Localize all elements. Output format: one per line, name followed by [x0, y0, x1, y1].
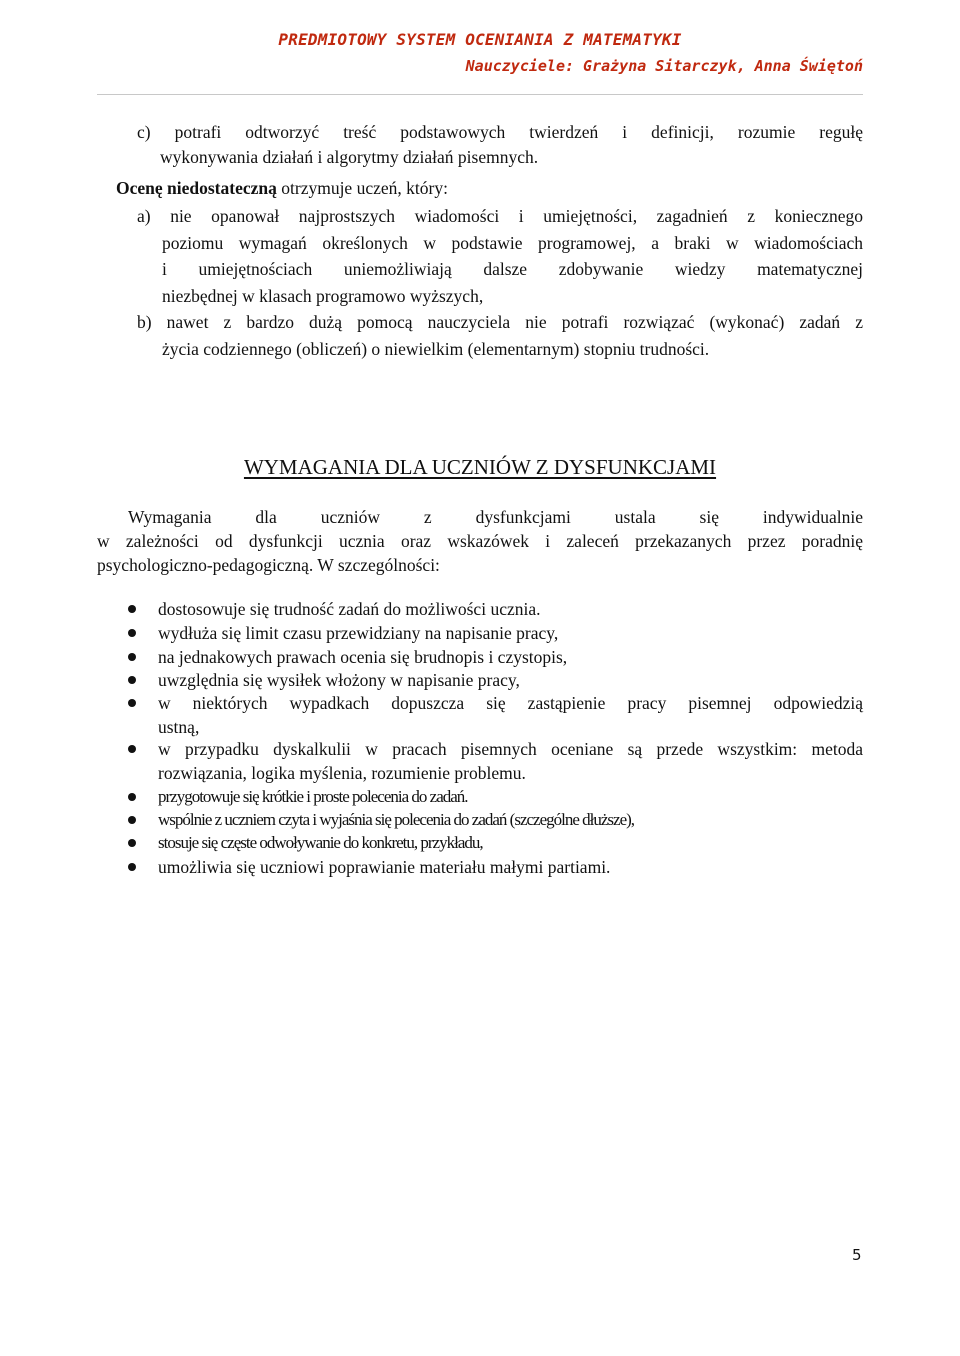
section-heading: WYMAGANIA DLA UCZNIÓW Z DYSFUNKCJAMI [243, 455, 717, 479]
criterion-a-line-2: poziomu wymagań określonych w podstawie programowej, a braki w wiadomościach [162, 233, 863, 253]
insufficient-grade-lead [116, 177, 448, 199]
paragraph-c-line-1: c) potrafi odtworzyć treść podstawowych twierdzeń i definicji, rozumie regułę [137, 122, 863, 142]
intro-line-1: Wymagania dla uczniów z dysfunkcjami ustala się indywidualnie [128, 507, 863, 527]
bullet-marker [128, 745, 136, 753]
criterion-b-line-1: b) nawet z bardzo dużą pomocą nauczyciela nie potrafi rozwiązać (wykonać) zadań z [137, 312, 863, 332]
bullet-marker [128, 653, 136, 661]
document-header-title: PREDMIOTOWY SYSTEM OCENIANIA Z MATEMATYKI [278, 30, 682, 49]
intro-line-2: w zależności od dysfunkcji ucznia oraz wskazówek i zaleceń przekazanych przez poradnię [97, 531, 863, 551]
bullet-marker [128, 605, 136, 613]
paragraph-c-line-2: wykonywania działań i algorytmy działań pisemnych. [160, 147, 539, 167]
page-number: 5 [852, 1246, 862, 1264]
bullet-marker [128, 863, 136, 871]
bullet-marker [128, 629, 136, 637]
bullet-marker [128, 816, 136, 824]
list-item: wydłuża się limit czasu przewidziany na napisanie pracy, [158, 623, 559, 643]
insufficient-grade-lead-rest: otrzymuje uczeń, który: [276, 178, 448, 198]
list-item: w niektórych wypadkach dopuszcza się zastąpienie pracy pisemnej odpowiedzią [158, 693, 863, 713]
header-divider [97, 94, 863, 95]
list-item: uwzględnia się wysiłek włożony w napisanie pracy, [158, 670, 520, 690]
criterion-b-line-2: życia codziennego (obliczeń) o niewielkim (elementarnym) stopniu trudności. [162, 339, 710, 359]
list-item: przygotowuje się krótkie i proste polecenia do zadań. [158, 787, 468, 806]
criterion-a-line-1: a) nie opanował najprostszych wiadomości i umiejętności, zagadnień z koniecznego [137, 206, 863, 226]
bullet-marker [128, 839, 136, 847]
bullet-marker [128, 676, 136, 684]
intro-line-3: psychologiczno-pedagogiczną. W szczególności: [97, 555, 440, 575]
list-item: wspólnie z uczniem czyta i wyjaśnia się polecenia do zadań (szczególne dłuższe), [158, 810, 635, 829]
list-item: dostosowuje się trudność zadań do możliwości ucznia. [158, 599, 541, 619]
criterion-a-line-3: i umiejętnościach uniemożliwiają dalsze zdobywanie wiedzy matematycznej [162, 259, 863, 279]
list-item-continuation: rozwiązania, logika myślenia, rozumienie problemu. [158, 763, 526, 783]
criterion-a-line-4: niezbędnej w klasach programowo wyższych, [162, 286, 484, 306]
list-item: stosuje się częste odwoływanie do konkretu, przykładu, [158, 833, 483, 852]
bullet-marker [128, 793, 136, 801]
insufficient-grade-term: Ocenę niedostateczną [116, 178, 277, 198]
list-item: umożliwia się uczniowi poprawianie materiału małymi partiami. [158, 857, 611, 877]
document-header-authors: Nauczyciele: Grażyna Sitarczyk, Anna Świętoń [465, 57, 863, 75]
list-item-continuation: ustną, [158, 717, 200, 737]
list-item: w przypadku dyskalkulii w pracach pisemnych oceniane są przede wszystkim: metoda [158, 739, 863, 759]
list-item: na jednakowych prawach ocenia się brudnopis i czystopis, [158, 647, 568, 667]
bullet-marker [128, 699, 136, 707]
